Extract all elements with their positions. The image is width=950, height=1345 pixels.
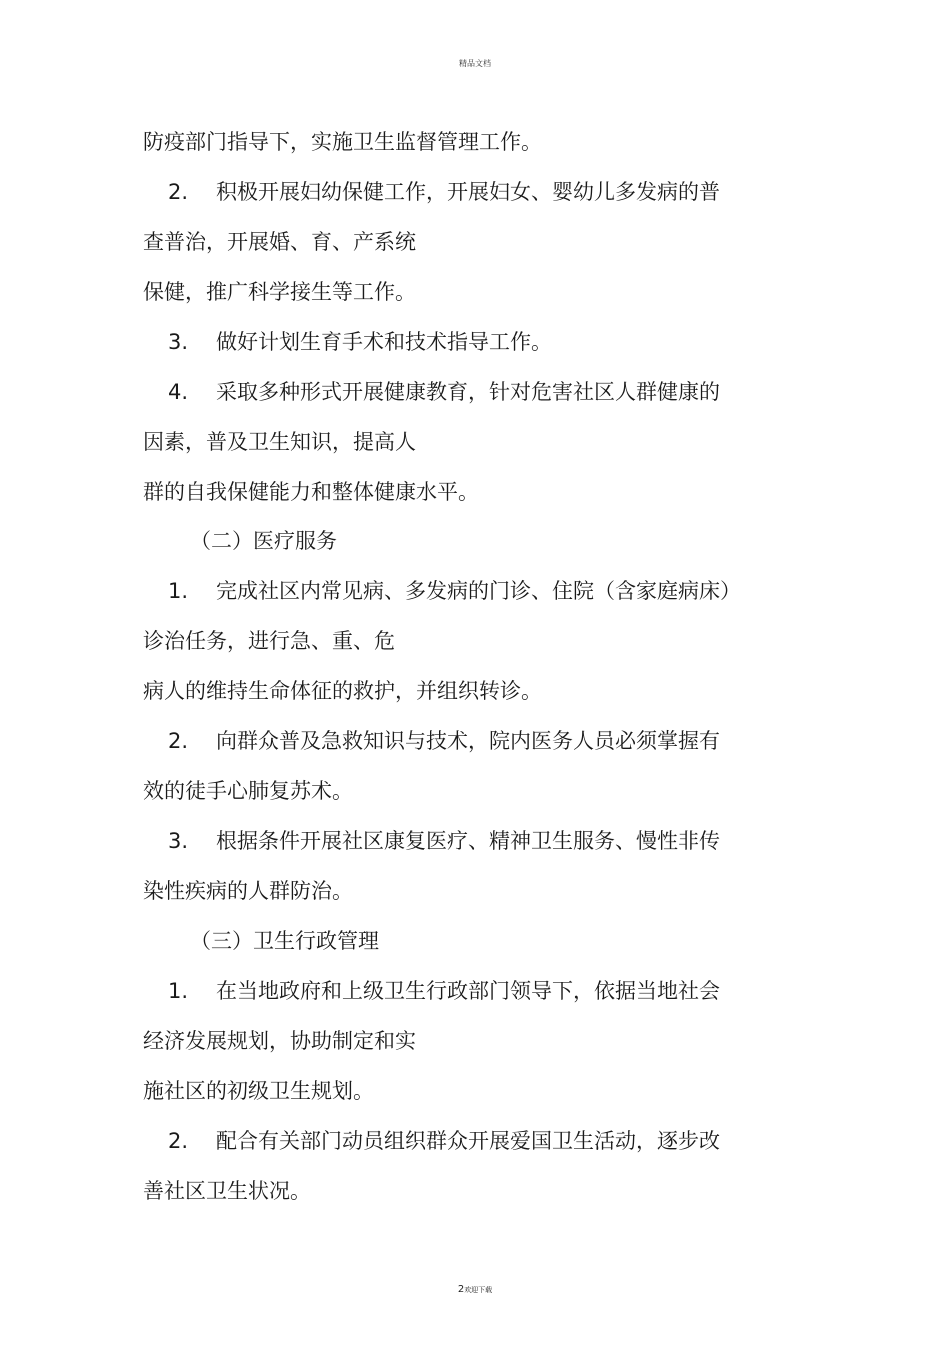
list-item bbox=[168, 577, 741, 605]
paragraph-line: 诊治任务，进行急、重、危 bbox=[143, 629, 395, 653]
list-item-text: 根据条件开展社区康复医疗、精神卫生服务、慢性非传 bbox=[216, 829, 720, 853]
list-item-number: 2. bbox=[168, 180, 189, 204]
list-item-text: 在当地政府和上级卫生行政部门领导下，依据当地社会 bbox=[216, 979, 720, 1003]
paragraph-line: 效的徒手心肺复苏术。 bbox=[143, 779, 353, 803]
footer-label: 欢迎下载 bbox=[464, 1286, 493, 1294]
list-item-text: 采取多种形式开展健康教育，针对危害社区人群健康的 bbox=[216, 380, 720, 404]
section-heading: （二）医疗服务 bbox=[190, 529, 337, 553]
paragraph-line: 经济发展规划，协助制定和实 bbox=[143, 1029, 416, 1053]
list-item bbox=[168, 727, 720, 755]
list-item-number: 3. bbox=[168, 330, 189, 354]
list-item-number: 4. bbox=[168, 380, 189, 404]
list-item-number: 2. bbox=[168, 729, 189, 753]
list-item bbox=[168, 178, 720, 206]
page-footer bbox=[0, 1284, 950, 1295]
section-heading: （三）卫生行政管理 bbox=[190, 929, 379, 953]
list-item-number: 2. bbox=[168, 1129, 189, 1153]
paragraph-line: 保健，推广科学接生等工作。 bbox=[143, 280, 416, 304]
page-header: 精品文档 bbox=[459, 59, 491, 68]
list-item bbox=[168, 328, 552, 356]
list-item bbox=[168, 378, 720, 406]
page-number: 2 bbox=[457, 1284, 465, 1295]
paragraph-line: 防疫部门指导下，实施卫生监督管理工作。 bbox=[143, 130, 542, 154]
paragraph-line: 染性疾病的人群防治。 bbox=[143, 879, 353, 903]
list-item-number: 3. bbox=[168, 829, 189, 853]
paragraph-line: 施社区的初级卫生规划。 bbox=[143, 1079, 374, 1103]
list-item bbox=[168, 827, 720, 855]
paragraph-line: 善社区卫生状况。 bbox=[143, 1179, 311, 1203]
list-item-number: 1. bbox=[168, 579, 189, 603]
list-item bbox=[168, 1127, 720, 1155]
paragraph-line: 因素，普及卫生知识，提高人 bbox=[143, 430, 416, 454]
paragraph-line: 群的自我保健能力和整体健康水平。 bbox=[143, 480, 479, 504]
paragraph-line: 查普治，开展婚、育、产系统 bbox=[143, 230, 416, 254]
list-item-text: 完成社区内常见病、多发病的门诊、住院（含家庭病床） bbox=[216, 579, 741, 603]
list-item-text: 做好计划生育手术和技术指导工作。 bbox=[216, 330, 552, 354]
list-item-text: 积极开展妇幼保健工作，开展妇女、婴幼儿多发病的普 bbox=[216, 180, 720, 204]
list-item-text: 配合有关部门动员组织群众开展爱国卫生活动，逐步改 bbox=[216, 1129, 720, 1153]
paragraph-line: 病人的维持生命体征的救护，并组织转诊。 bbox=[143, 679, 542, 703]
list-item-text: 向群众普及急救知识与技术，院内医务人员必须掌握有 bbox=[216, 729, 720, 753]
list-item bbox=[168, 977, 720, 1005]
list-item-number: 1. bbox=[168, 979, 189, 1003]
